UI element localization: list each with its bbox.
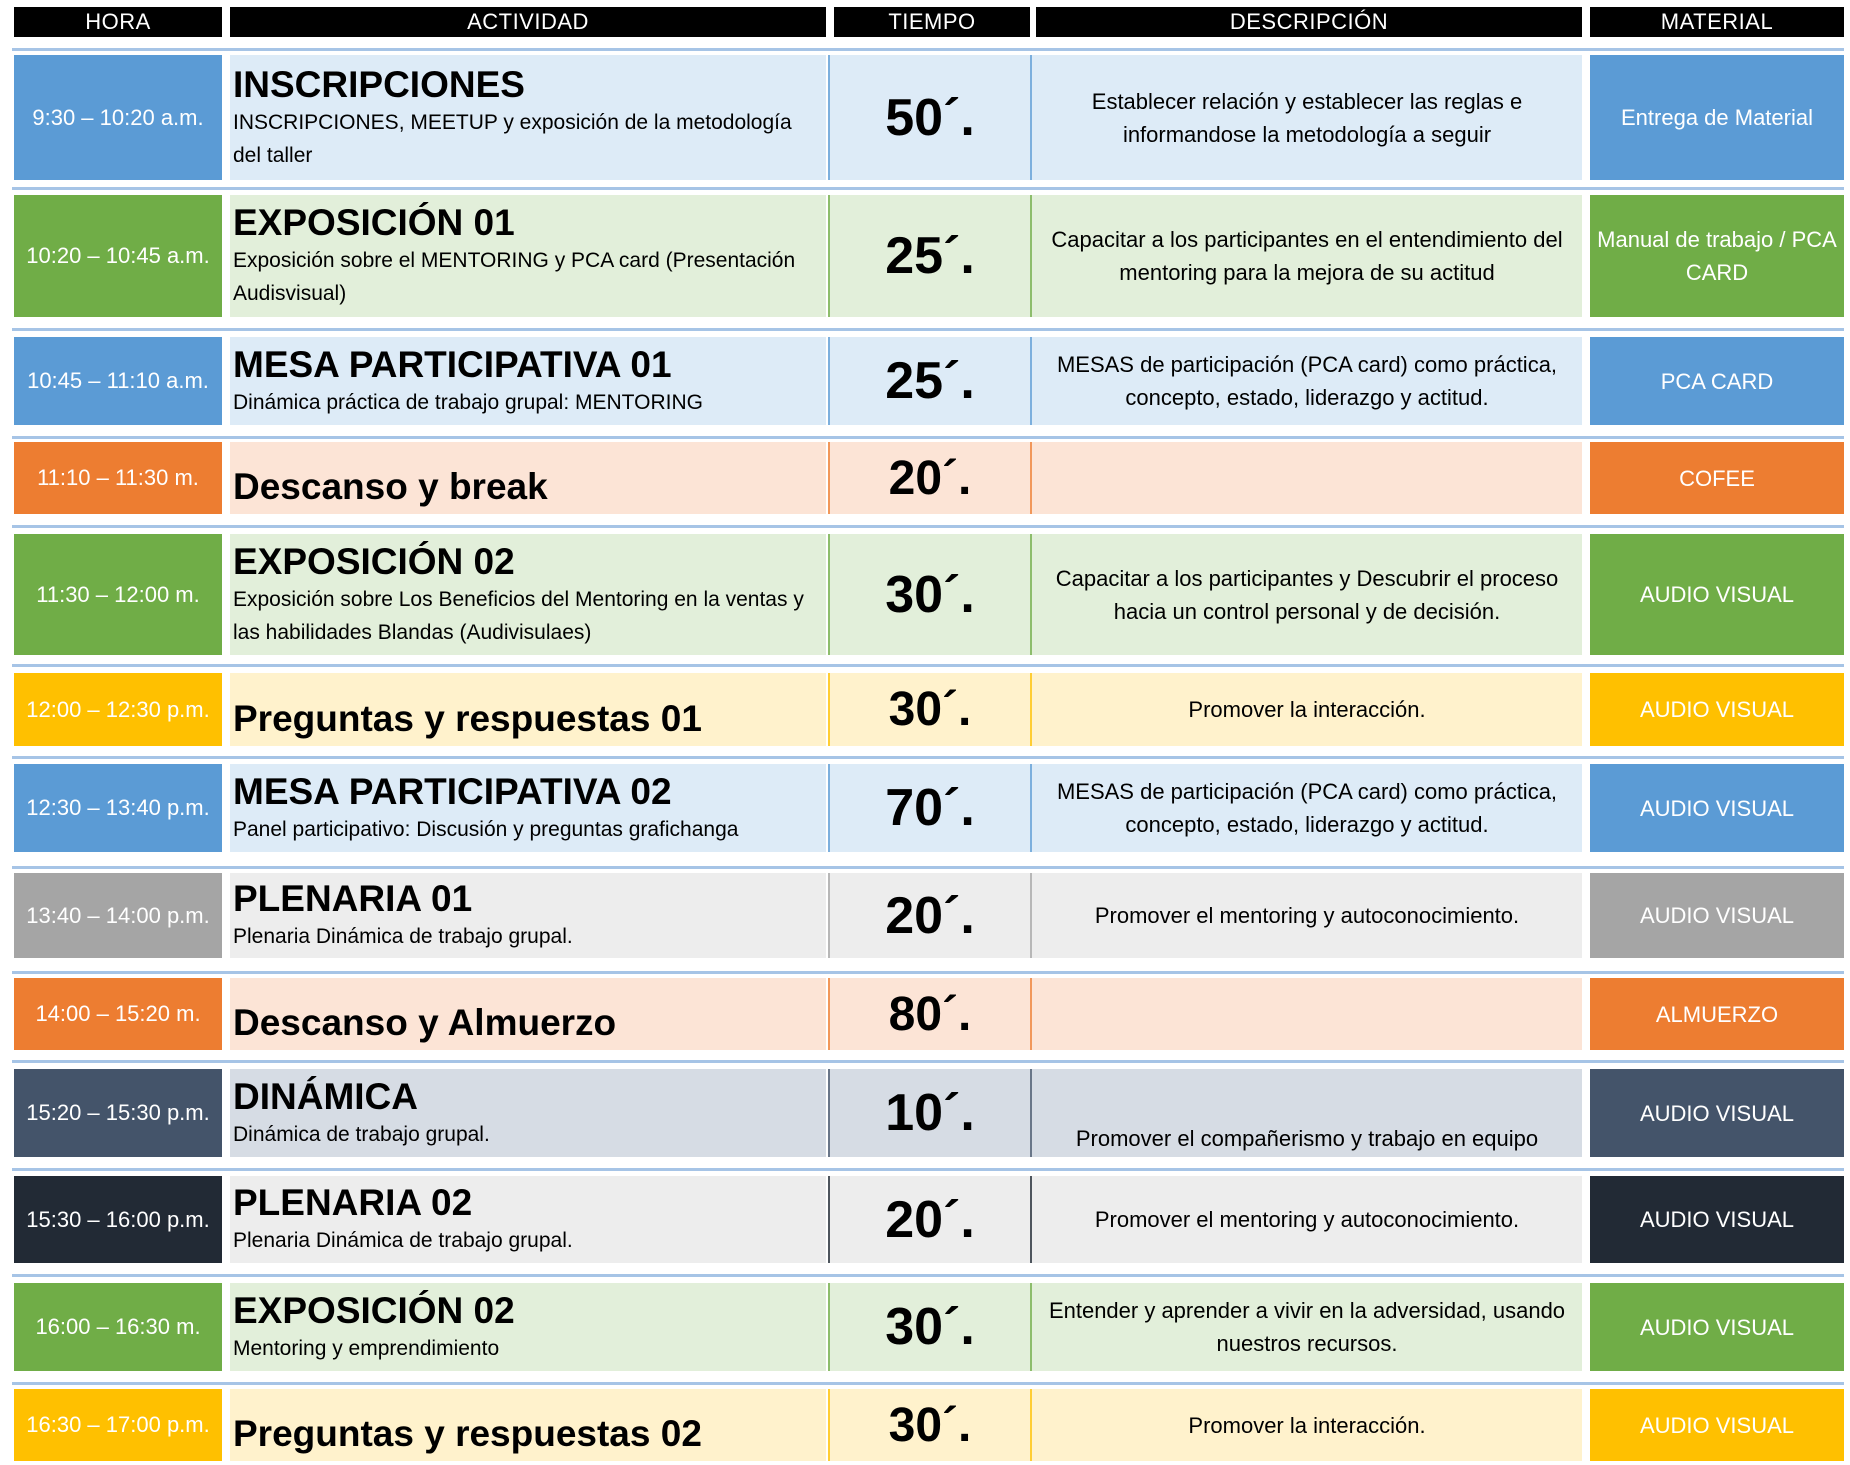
description-cell: Promover el mentoring y autoconocimiento. [1032,873,1582,958]
duration-cell: 20´. [830,442,1030,514]
description-cell: Promover el mentoring y autoconocimiento. [1032,1176,1582,1263]
row-separator [12,1168,1844,1171]
material-cell: ALMUERZO [1590,978,1844,1050]
description-cell: Promover la interacción. [1032,1389,1582,1461]
time-range-cell: 12:30 – 13:40 p.m. [14,764,222,852]
activity-title: Preguntas y respuestas 02 [233,1413,702,1454]
header-tiempo: TIEMPO [834,7,1030,37]
row-separator [12,971,1844,974]
activity-title: PLENARIA 02 [233,1182,473,1223]
activity-subtitle: INSCRIPCIONES, MEETUP y exposición de la metodología del taller [233,110,792,167]
duration-cell: 10´. [830,1069,1030,1157]
activity-cell [230,1176,826,1263]
material-cell: PCA CARD [1590,337,1844,425]
column-divider [828,55,830,180]
material-cell: AUDIO VISUAL [1590,673,1844,746]
column-divider [828,337,830,425]
column-divider [828,764,830,852]
duration-cell: 30´. [830,1283,1030,1371]
duration-cell: 30´. [830,673,1030,746]
duration-cell: 30´. [830,534,1030,655]
description-cell: Entender y aprender a vivir en la adversidad, usando nuestros recursos. [1032,1283,1582,1371]
row-separator [12,525,1844,528]
description-cell [1032,442,1582,514]
time-range-cell: 9:30 – 10:20 a.m. [14,55,222,180]
row-separator [12,436,1844,439]
activity-title: Descanso y Almuerzo [233,1002,617,1043]
description-cell: Promover el compañerismo y trabajo en equipo [1032,1069,1582,1157]
material-cell: COFEE [1590,442,1844,514]
activity-subtitle: Panel participativo: Discusión y preguntas grafichanga [233,817,739,841]
description-cell: MESAS de participación (PCA card) como práctica, concepto, estado, liderazgo y actitud. [1032,764,1582,852]
time-range-cell: 13:40 – 14:00 p.m. [14,873,222,958]
activity-cell [230,442,826,514]
description-cell [1032,978,1582,1050]
material-cell: AUDIO VISUAL [1590,1069,1844,1157]
column-divider [828,978,830,1050]
material-cell: Entrega de Material [1590,55,1844,180]
activity-subtitle: Exposición sobre el MENTORING y PCA card (Presentación Audisvisual) [233,249,796,305]
activity-cell [230,978,826,1050]
duration-cell: 80´. [830,978,1030,1050]
description-cell: MESAS de participación (PCA card) como práctica, concepto, estado, liderazgo y actitud. [1032,337,1582,425]
column-divider [828,442,830,514]
row-separator [12,1060,1844,1063]
time-range-cell: 11:30 – 12:00 m. [14,534,222,655]
column-divider [828,1069,830,1157]
activity-cell [230,534,826,655]
duration-cell: 20´. [830,873,1030,958]
header-material: MATERIAL [1590,7,1844,37]
time-range-cell: 14:00 – 15:20 m. [14,978,222,1050]
row-separator [12,48,1844,51]
material-cell: AUDIO VISUAL [1590,873,1844,958]
material-cell: AUDIO VISUAL [1590,534,1844,655]
header-hora: HORA [14,7,222,37]
material-cell: Manual de trabajo / PCA CARD [1590,195,1844,317]
header-descripcion: DESCRIPCIÓN [1036,7,1582,37]
duration-cell: 20´. [830,1176,1030,1263]
column-divider [828,1283,830,1371]
description-cell: Promover la interacción. [1032,673,1582,746]
row-separator [12,756,1844,759]
time-range-cell: 11:10 – 11:30 m. [14,442,222,514]
header-actividad: ACTIVIDAD [230,7,826,37]
time-range-cell: 16:30 – 17:00 p.m. [14,1389,222,1461]
time-range-cell: 10:20 – 10:45 a.m. [14,195,222,317]
activity-cell [230,195,826,317]
material-cell: AUDIO VISUAL [1590,1283,1844,1371]
row-separator [12,664,1844,667]
duration-cell: 70´. [830,764,1030,852]
column-divider [828,534,830,655]
time-range-cell: 15:20 – 15:30 p.m. [14,1069,222,1157]
activity-cell [230,1389,826,1461]
activity-subtitle: Exposición sobre Los Beneficios del Mentoring en la ventas y las habilidades Blandas (Audivisulaes) [233,587,804,644]
activity-cell [230,337,826,425]
activity-cell [230,764,826,852]
description-cell: Capacitar a los participantes en el entendimiento del mentoring para la mejora de su actitud [1032,195,1582,317]
column-divider [828,195,830,317]
activity-subtitle: Dinámica práctica de trabajo grupal: MENTORING [233,390,703,414]
time-range-cell: 16:00 – 16:30 m. [14,1283,222,1371]
time-range-cell: 10:45 – 11:10 a.m. [14,337,222,425]
duration-cell: 25´. [830,337,1030,425]
activity-cell [230,55,826,180]
column-divider [828,1389,830,1461]
activity-subtitle: Mentoring y emprendimiento [233,1336,500,1360]
time-range-cell: 12:00 – 12:30 p.m. [14,673,222,746]
activity-subtitle: Plenaria Dinámica de trabajo grupal. [233,925,573,948]
row-separator [12,1274,1844,1277]
activity-title: EXPOSICIÓN 02 [233,540,515,582]
activity-title: DINÁMICA [233,1075,418,1117]
activity-subtitle: Plenaria Dinámica de trabajo grupal. [233,1229,573,1252]
activity-title: Descanso y break [233,466,548,507]
material-cell: AUDIO VISUAL [1590,1389,1844,1461]
column-divider [828,873,830,958]
activity-title: MESA PARTICIPATIVA 01 [233,343,672,385]
activity-subtitle: Dinámica de trabajo grupal. [233,1122,490,1146]
description-cell: Capacitar a los participantes y Descubrir el proceso hacia un control personal y de decisión. [1032,534,1582,655]
material-cell: AUDIO VISUAL [1590,764,1844,852]
material-cell: AUDIO VISUAL [1590,1176,1844,1263]
activity-title: PLENARIA 01 [233,878,473,919]
activity-title: INSCRIPCIONES [233,63,525,105]
activity-cell [230,673,826,746]
activity-cell [230,1069,826,1157]
activity-title: Preguntas y respuestas 01 [233,698,702,739]
row-separator [12,1382,1844,1385]
activity-title: MESA PARTICIPATIVA 02 [233,770,672,812]
duration-cell: 50´. [830,55,1030,180]
duration-cell: 30´. [830,1389,1030,1461]
description-cell: Establecer relación y establecer las reglas e informandose la metodología a seguir [1032,55,1582,180]
activity-title: EXPOSICIÓN 01 [233,202,515,243]
column-divider [828,673,830,746]
column-divider [828,1176,830,1263]
row-separator [12,187,1844,190]
row-separator [12,866,1844,869]
activity-title: EXPOSICIÓN 02 [233,1289,515,1331]
activity-cell [230,1283,826,1371]
time-range-cell: 15:30 – 16:00 p.m. [14,1176,222,1263]
activity-cell [230,873,826,958]
row-separator [12,328,1844,331]
duration-cell: 25´. [830,195,1030,317]
